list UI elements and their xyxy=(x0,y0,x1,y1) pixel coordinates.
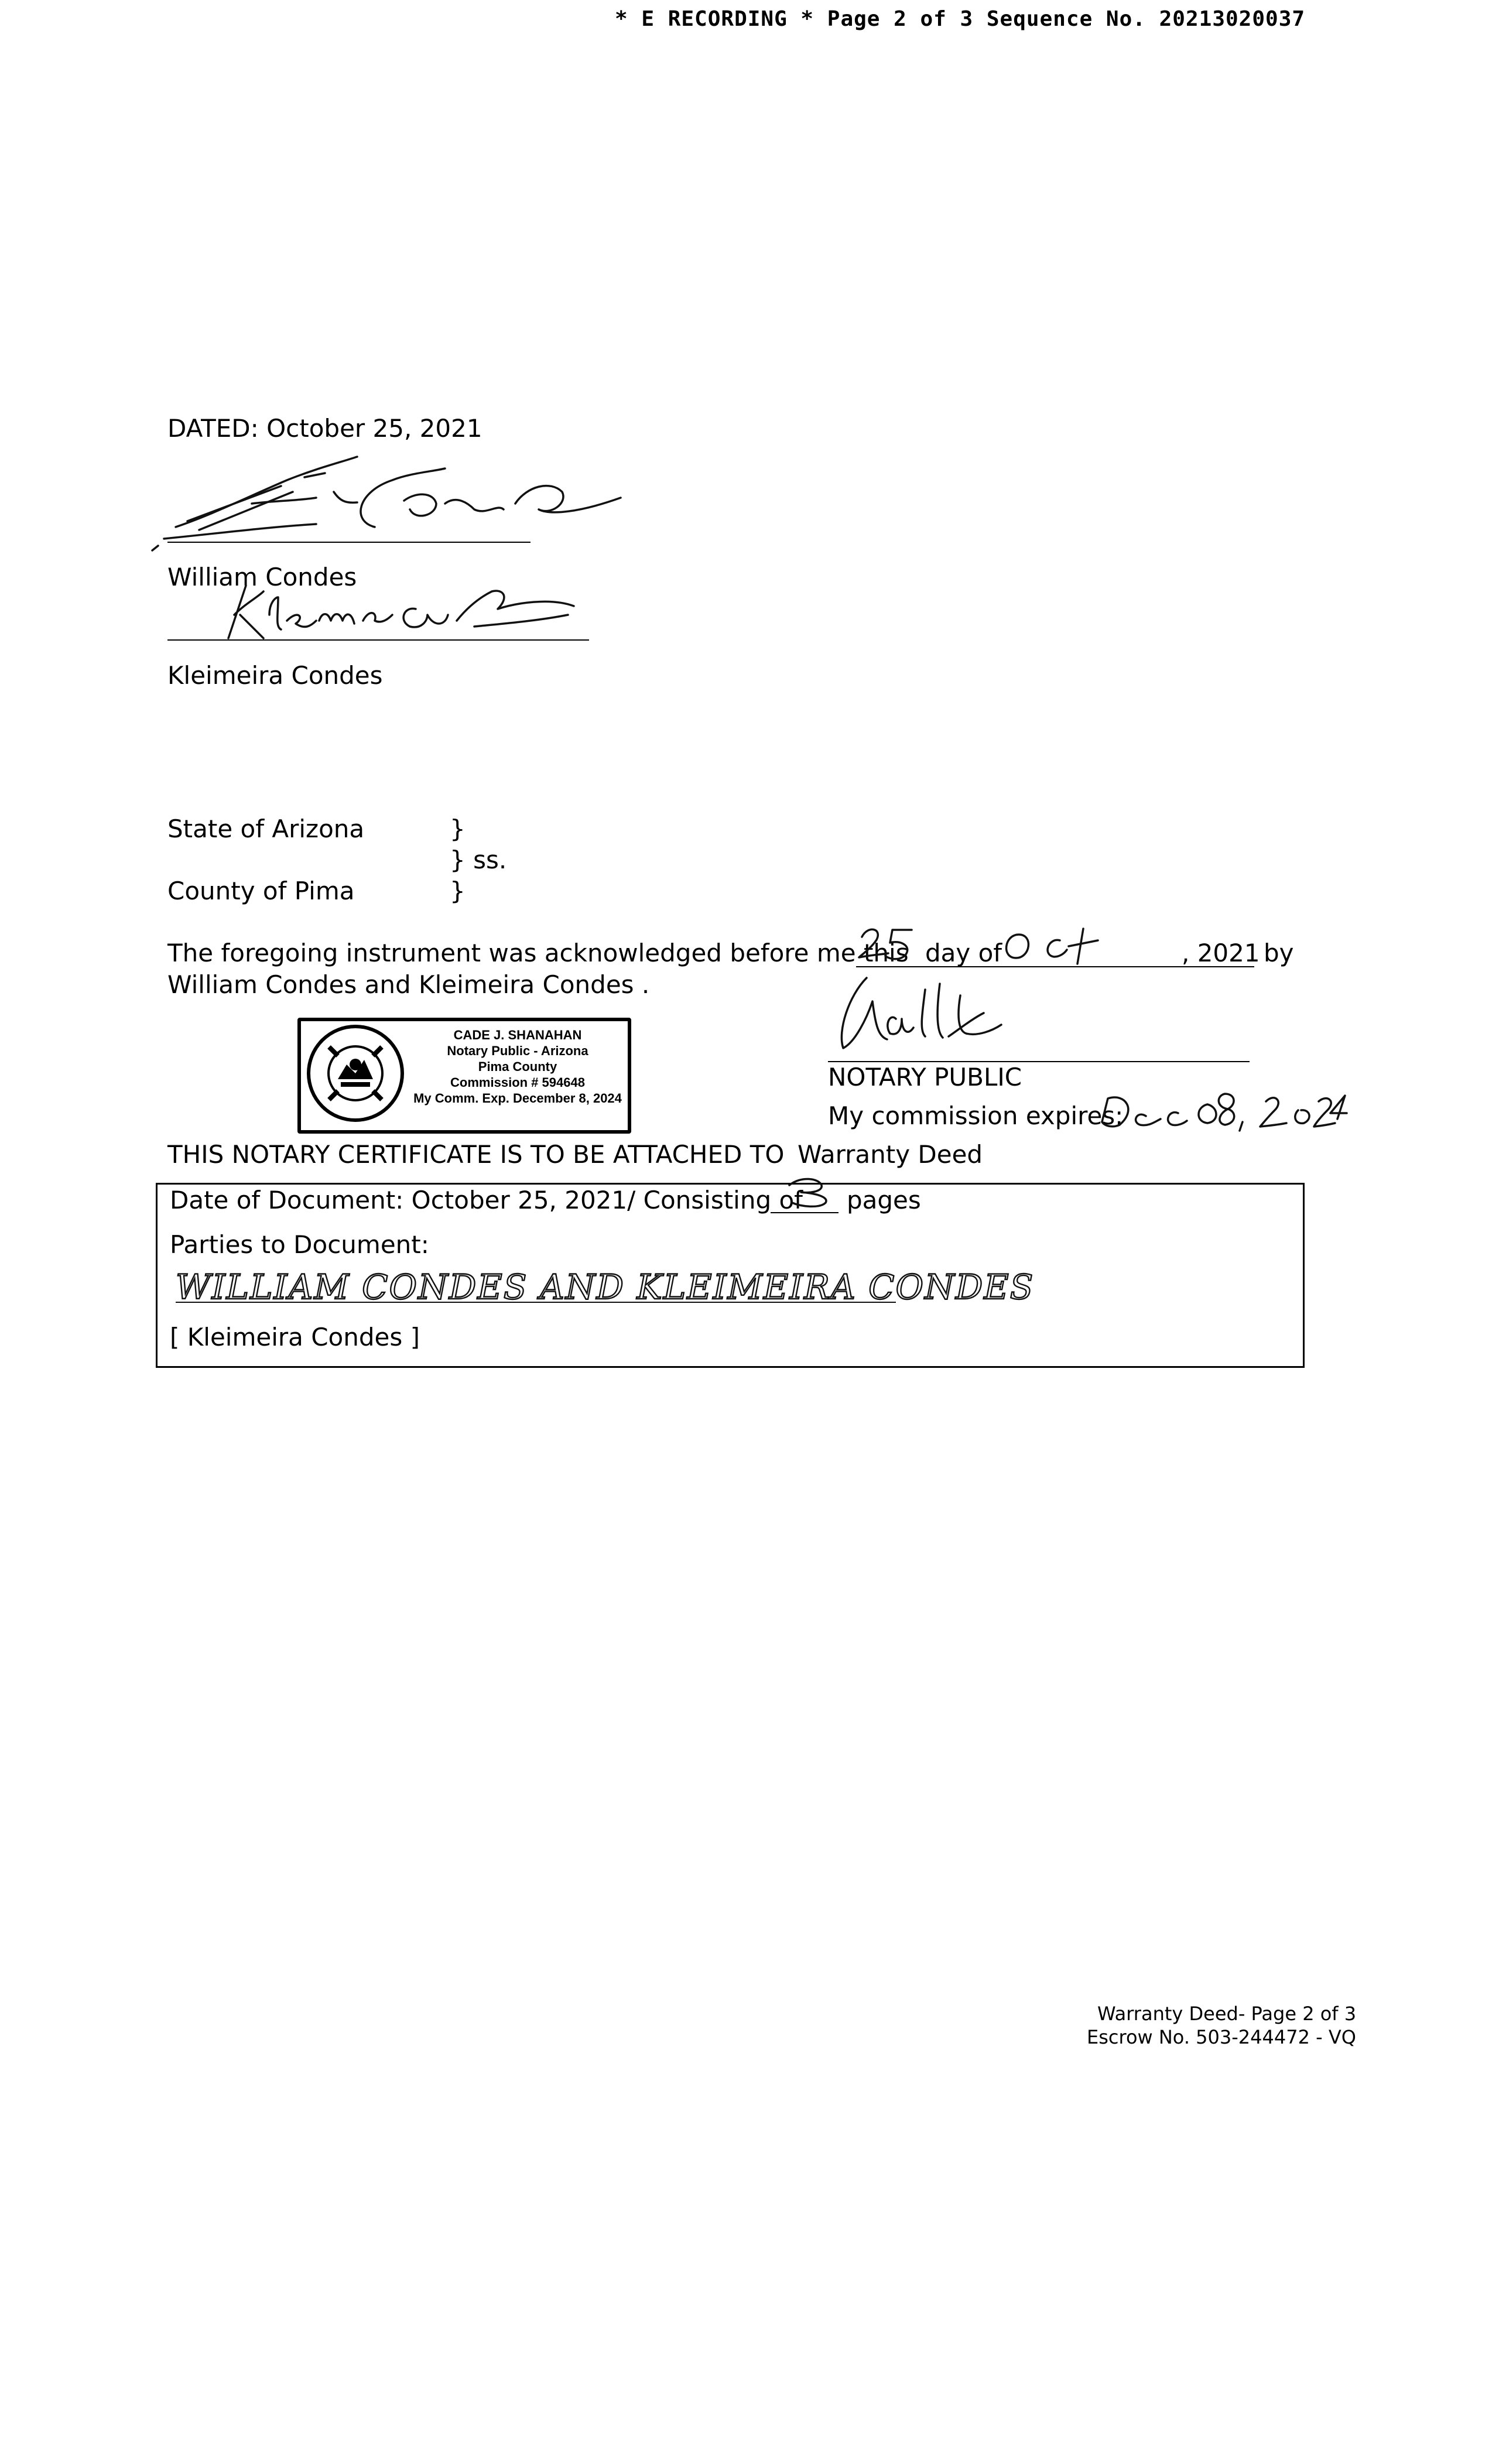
ack-year: , 2021 xyxy=(1182,939,1260,967)
venue-state: State of Arizona xyxy=(167,815,365,843)
ack-prefix: The foregoing instrument was acknowledged before me this xyxy=(167,939,909,967)
party-bracket: [ Kleimeira Condes ] xyxy=(170,1323,420,1351)
stamp-expires: My Comm. Exp. December 8, 2024 xyxy=(413,1091,622,1106)
doc-date-prefix: Date of Document: October 25, 2021/ Consisting of xyxy=(170,1186,803,1214)
venue-brace-ss: } ss. xyxy=(450,846,507,874)
notary-public-label: NOTARY PUBLIC xyxy=(828,1063,1022,1091)
signature-line-kleimeira xyxy=(167,639,589,641)
notary-signature xyxy=(831,972,1007,1060)
notary-stamp xyxy=(297,1018,631,1134)
ack-by: by xyxy=(1264,939,1294,967)
stamp-title: Notary Public - Arizona xyxy=(447,1043,588,1058)
footer-escrow: Escrow No. 503-244472 - VQ xyxy=(1087,2026,1356,2048)
dated-line: DATED: October 25, 2021 xyxy=(167,414,482,443)
stamp-county: Pima County xyxy=(478,1059,557,1074)
ack-signers: William Condes and Kleimeira Condes . xyxy=(167,970,650,999)
stamp-commission: Commission # 594648 xyxy=(450,1075,585,1090)
commission-expires-label: My commission expires: xyxy=(828,1101,1124,1130)
attach-doc-type: Warranty Deed xyxy=(798,1140,983,1169)
doc-pages-suffix: pages xyxy=(847,1186,921,1214)
venue-brace-bottom: } xyxy=(450,877,466,905)
parties-label: Parties to Document: xyxy=(170,1230,429,1259)
doc-pages-underline xyxy=(771,1212,839,1213)
svg-text:WILLIAM CONDES AND KLEIMEIRA C: WILLIAM CONDES AND KLEIMEIRA CONDES xyxy=(176,1267,1035,1307)
signature-william xyxy=(141,445,644,562)
stamp-name: CADE J. SHANAHAN xyxy=(453,1028,582,1042)
doc-pages-handwritten xyxy=(772,1175,842,1210)
venue-brace-top: } xyxy=(450,815,466,843)
ack-month-handwritten xyxy=(995,923,1113,970)
ack-day-handwritten xyxy=(856,925,920,966)
signature-line-william xyxy=(167,542,531,543)
signature-kleimeira xyxy=(223,574,597,644)
parties-handwritten xyxy=(170,1259,1035,1312)
signer-name-william: William Condes xyxy=(167,563,357,591)
state-seal-icon xyxy=(306,1024,405,1123)
signer-name-kleimeira: Kleimeira Condes xyxy=(167,661,383,690)
ack-day-word: day of xyxy=(925,939,1002,967)
footer-page: Warranty Deed- Page 2 of 3 xyxy=(1097,2003,1357,2025)
commission-expires-handwritten xyxy=(1096,1087,1348,1134)
venue-county: County of Pima xyxy=(167,877,355,905)
recording-header: * E RECORDING * Page 2 of 3 Sequence No. 20213020037 xyxy=(615,7,1306,31)
attach-text: THIS NOTARY CERTIFICATE IS TO BE ATTACHED TO xyxy=(167,1140,785,1169)
